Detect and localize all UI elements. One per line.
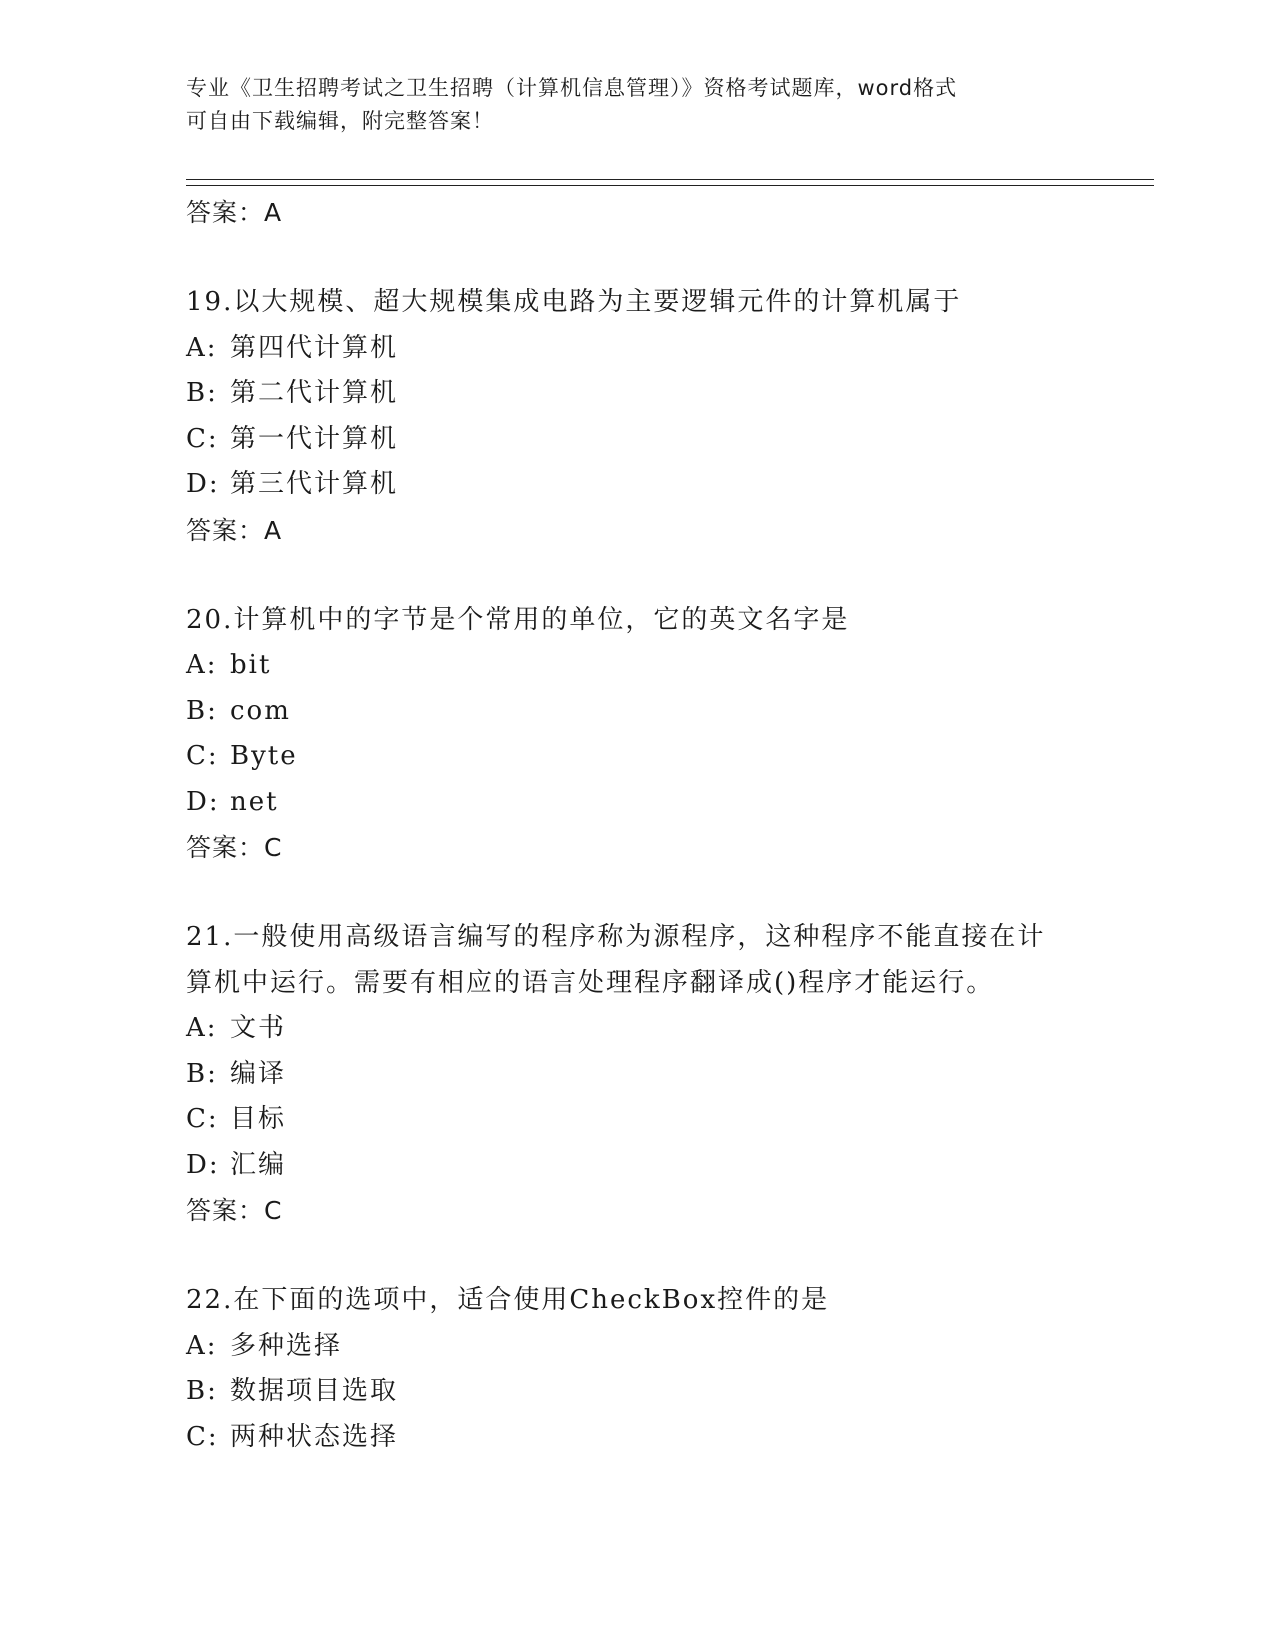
question-22 [186, 1278, 1086, 1460]
option-c [186, 1097, 1086, 1143]
header-line-2: 可自由下载编辑，附完整答案！ [186, 109, 494, 133]
header-rule-top [186, 179, 1154, 180]
option-a [186, 326, 1086, 372]
option-text: 数据项目选取 [230, 1376, 399, 1406]
spacer [186, 871, 1086, 915]
option-d [186, 462, 1086, 508]
option-letter: A: [186, 332, 218, 363]
option-b [186, 1052, 1086, 1098]
option-text: com [230, 695, 291, 726]
option-text: 第三代计算机 [230, 469, 399, 499]
spacer [186, 1234, 1086, 1278]
option-letter: B: [186, 378, 218, 408]
spacer [186, 554, 1086, 598]
question-20 [186, 598, 1086, 872]
option-text: 第二代计算机 [230, 378, 399, 408]
option-letter: B: [186, 695, 218, 726]
question-text: 21.一般使用高级语言编写的程序称为源程序，这种程序不能直接在计 [186, 922, 1046, 952]
option-text: 多种选择 [230, 1330, 343, 1361]
option-letter: A: [186, 1013, 218, 1043]
question-19 [186, 280, 1086, 554]
option-b [186, 371, 1086, 417]
option-text: bit [230, 650, 272, 680]
option-letter: C: [186, 423, 219, 454]
document-header [186, 72, 1086, 138]
question-text: 22.在下面的选项中，适合使用CheckBox控件的是 [186, 1285, 830, 1315]
option-letter: D: [186, 1149, 220, 1180]
option-a [186, 1006, 1086, 1052]
answer-line: 答案：C [186, 833, 283, 862]
option-letter: C: [186, 1104, 219, 1134]
option-d [186, 780, 1086, 826]
option-text: 汇编 [230, 1149, 287, 1180]
option-a [186, 1324, 1086, 1370]
question-text: 20.计算机中的字节是个常用的单位，它的英文名字是 [186, 604, 850, 635]
option-text: 第一代计算机 [230, 423, 399, 454]
option-b [186, 1369, 1086, 1415]
option-letter: C: [186, 1421, 219, 1452]
option-c [186, 1415, 1086, 1461]
header-rule-bottom [186, 185, 1154, 186]
question-text-continued: 算机中运行。需要有相应的语言处理程序翻译成()程序才能运行。 [186, 967, 995, 998]
question-21 [186, 915, 1086, 1234]
answer-line: 答案：A [186, 198, 283, 227]
question-text: 19.以大规模、超大规模集成电路为主要逻辑元件的计算机属于 [186, 287, 962, 317]
option-text: 第四代计算机 [230, 332, 399, 363]
option-letter: B: [186, 1058, 218, 1089]
option-letter: B: [186, 1376, 218, 1406]
question-list [186, 190, 1086, 1460]
option-text: 编译 [230, 1058, 287, 1089]
option-letter: C: [186, 741, 219, 771]
option-a [186, 643, 1086, 689]
option-letter: D: [186, 786, 220, 817]
answer-line: 答案：A [186, 515, 283, 545]
option-d [186, 1143, 1086, 1189]
option-c [186, 734, 1086, 780]
option-text: 两种状态选择 [230, 1421, 399, 1452]
answer-line: 答案：C [186, 1196, 283, 1225]
option-c [186, 417, 1086, 463]
option-text: 文书 [230, 1013, 287, 1043]
option-letter: A: [186, 650, 218, 680]
option-text: 目标 [230, 1104, 287, 1134]
option-letter: A: [186, 1330, 218, 1361]
header-line-1: 专业《卫生招聘考试之卫生招聘（计算机信息管理）》资格考试题库，word格式 [186, 76, 958, 100]
spacer [186, 236, 1086, 280]
option-b [186, 689, 1086, 735]
option-text: net [230, 786, 279, 817]
option-text: Byte [230, 741, 298, 771]
option-letter: D: [186, 469, 220, 499]
